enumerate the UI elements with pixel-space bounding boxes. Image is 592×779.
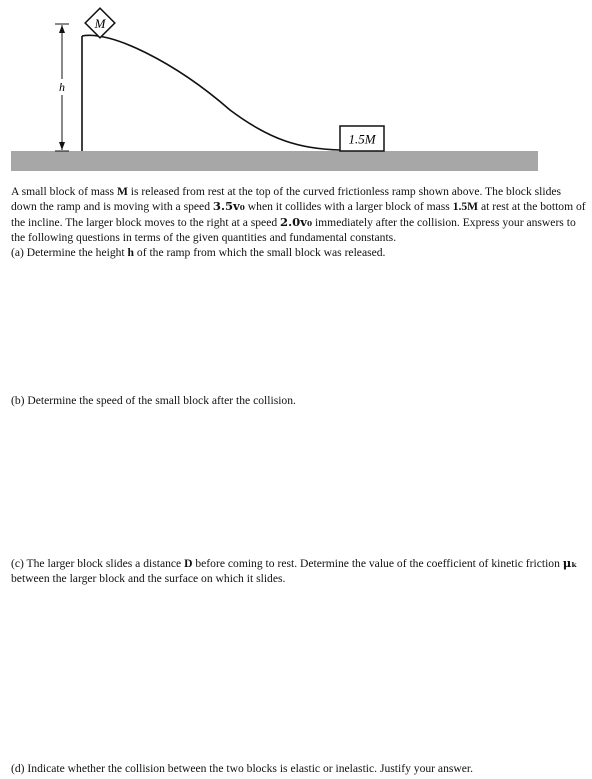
question-c-mu: μₖ	[562, 556, 578, 570]
height-arrowhead-down	[59, 142, 65, 150]
question-b-text: (b) Determine the speed of the small block after the collision.	[11, 394, 296, 407]
intro-text-1: A small block of mass	[11, 185, 117, 198]
large-block-label: 1.5M	[348, 131, 376, 147]
intro-mass-2: 1.5M	[452, 200, 479, 214]
question-b	[11, 393, 587, 408]
intro-mass: M	[116, 185, 128, 198]
question-c-distance: D	[184, 557, 193, 570]
question-a-symbol: h	[127, 246, 134, 259]
question-d	[11, 761, 587, 776]
question-c-text-2: before coming to rest. Determine the value of the coefficient of kinetic friction	[192, 557, 563, 570]
small-block-label: M	[94, 16, 106, 31]
question-a	[11, 245, 587, 260]
question-c	[11, 556, 587, 587]
intro-text-2: is released from rest at the top of the curved frictionless ramp shown above. The block slides down the ramp and is moving with a speed	[11, 185, 562, 214]
intro-text-3: when it collides with a larger block of mass	[244, 200, 453, 214]
height-arrowhead-up	[59, 25, 65, 33]
height-label: h	[59, 80, 65, 94]
intro-speed-2: 2.0v₀	[280, 214, 313, 229]
ramp-figure	[0, 0, 592, 180]
question-a-text-1: (a) Determine the height	[11, 246, 128, 259]
problem-intro	[11, 184, 587, 246]
question-a-text-2: of the ramp from which the small block was released.	[134, 246, 386, 259]
question-c-text-1: (c) The larger block slides a distance	[11, 557, 185, 570]
question-d-text: (d) Indicate whether the collision between the two blocks is elastic or inelastic. Justify your answer.	[11, 762, 474, 775]
intro-text-5: immediately after the collision. Express your answers to the following questions in terms of the given quantities and fundamental constants.	[11, 215, 576, 245]
ground-surface	[11, 151, 538, 171]
question-c-text-3: between the larger block and the surface on which it slides.	[11, 572, 286, 586]
intro-speed-1: 3.5v₀	[212, 199, 245, 214]
intro-text-4: at rest at the bottom of the incline. The larger block moves to the right at a speed	[11, 200, 586, 229]
ramp-curve	[82, 35, 340, 151]
